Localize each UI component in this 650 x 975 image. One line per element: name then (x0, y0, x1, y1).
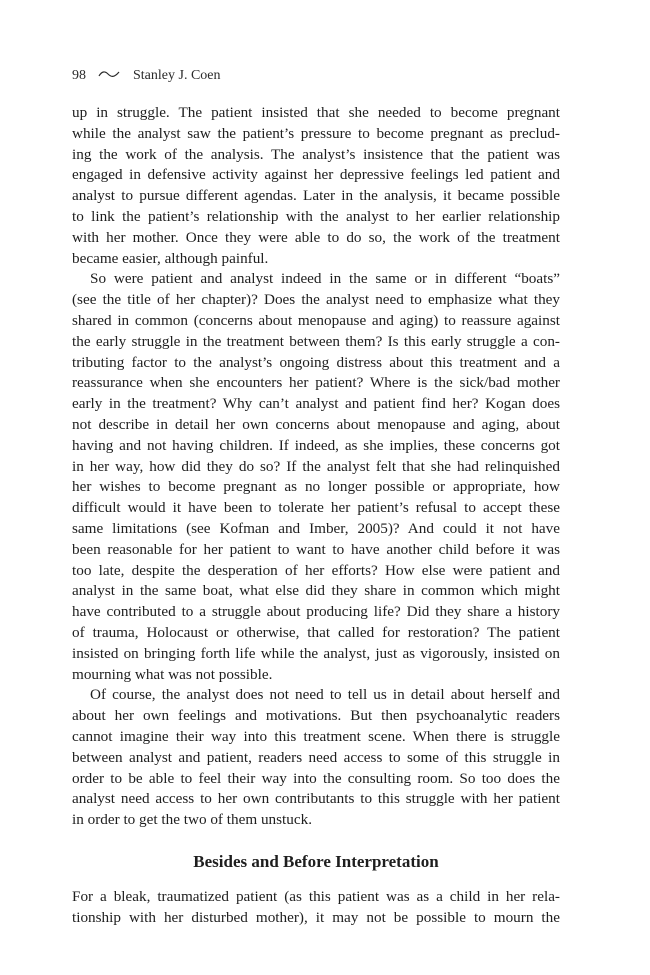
text-line: have contributed to a struggle about producing life? Did they share a history (72, 603, 560, 621)
running-head (72, 66, 221, 86)
text-line: to link the patient’s relationship with the analyst to her earlier relationship (72, 207, 560, 225)
text-line: too late, despite the desperation of her efforts? How else were patient and (72, 561, 560, 579)
text-line: in her way, how did they do so? If the analyst felt that she had relinquished (72, 457, 560, 475)
text-line: about her own feelings and motivations. But then psychoanalytic readers (72, 707, 560, 725)
page-number: 98 (72, 68, 86, 84)
text-line: ing the work of the analysis. The analyst’s insistence that the patient was (72, 145, 560, 163)
text-line: insisted on bringing forth life while the analyst, just as vigorously, insisted on (72, 644, 560, 662)
text-line: having and not having children. If indeed, as she implies, these concerns got (72, 436, 560, 454)
text-line: of trauma, Holocaust or otherwise, that called for restoration? The patient (72, 623, 560, 641)
text-line: order to be able to feel their way into the consulting room. So too does the (72, 769, 560, 787)
swash-ornament-icon (98, 66, 120, 86)
text-line: not describe in detail her own concerns about menopause and aging, about (72, 415, 560, 433)
paragraph (72, 269, 560, 685)
text-line: tionship with her disturbed mother), it may not be possible to mourn the (72, 908, 560, 926)
text-line: been reasonable for her patient to want to have another child before it was (72, 540, 560, 558)
paragraphs (72, 103, 560, 831)
text-line: the early struggle in the treatment between them? Is this early struggle a con- (72, 332, 560, 350)
text-line: difficult would it have been to tolerate her patient’s refusal to accept these (72, 499, 560, 517)
text-line: in order to get the two of them unstuck. (72, 811, 312, 829)
text-line: mourning what was not possible. (72, 665, 273, 683)
text-line: same limitations (see Kofman and Imber, 2005)? And could it not have (72, 519, 560, 537)
body-text (72, 103, 560, 928)
text-line: became easier, although painful. (72, 249, 269, 267)
text-line: reassurance when she encounters her patient? Where is the sick/bad mother (72, 374, 560, 392)
section-heading: Besides and Before Interpretation (193, 851, 439, 871)
text-line: her wishes to become pregnant as no longer possible or appropriate, how (72, 478, 560, 496)
text-line: tributing factor to the analyst’s ongoing distress about this treatment and a (72, 353, 560, 371)
text-line: early in the treatment? Why can’t analyst and patient find her? Kogan does (72, 395, 560, 413)
text-line: while the analyst saw the patient’s pressure to become pregnant as preclud- (72, 124, 560, 142)
text-line: with her mother. Once they were able to do so, the work of the treatment (72, 228, 560, 246)
text-line: (see the title of her chapter)? Does the analyst need to emphasize what they (72, 291, 560, 309)
text-line: between analyst and patient, readers need access to some of this struggle in (72, 748, 560, 766)
paragraph (72, 887, 560, 929)
text-line: engaged in defensive activity against her depressive feelings led patient and (72, 166, 560, 184)
text-line: cannot imagine their way into this treatment scene. When there is struggle (72, 727, 560, 745)
text-line: shared in common (concerns about menopause and aging) to reassure against (72, 311, 560, 329)
text-line: So were patient and analyst indeed in the same or in different “boats” (90, 270, 560, 288)
text-line: up in struggle. The patient insisted that she needed to become pregnant (72, 104, 560, 121)
section-body (72, 887, 560, 929)
text-line: analyst need access to her own contributants to this struggle with her patient (72, 790, 560, 808)
running-head-author: Stanley J. Coen (133, 68, 221, 84)
text-line: analyst in the same boat, what else did they share in common which might (72, 582, 560, 600)
paragraph (72, 103, 560, 269)
text-line: For a bleak, traumatized patient (as this patient was as a child in her rela- (72, 887, 560, 905)
text-line: Of course, the analyst does not need to tell us in detail about herself and (90, 686, 560, 704)
text-line: analyst to pursue different agendas. Later in the analysis, it became possible (72, 187, 560, 205)
paragraph (72, 685, 560, 831)
